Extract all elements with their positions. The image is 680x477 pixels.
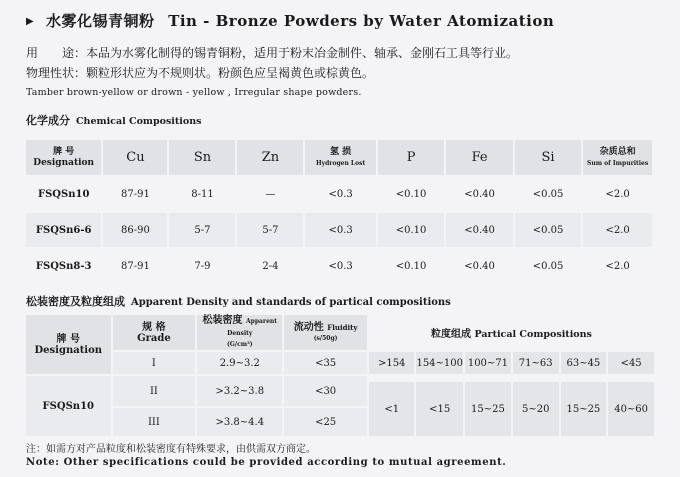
- col-density-cn: 松装密度: [202, 315, 243, 326]
- col-impurities-en: Sum of Impurities: [587, 159, 649, 167]
- density-designation: [26, 376, 111, 436]
- table-row: [26, 213, 652, 247]
- title-cn: 水雾化锡青铜粉: [45, 12, 155, 30]
- spacer-row: [26, 376, 654, 380]
- cell-fe: <0.40: [464, 188, 495, 200]
- cell-si: <0.05: [532, 188, 564, 200]
- col-grade-cn: 规 格: [142, 321, 166, 333]
- cell-fluidity: <25: [284, 408, 367, 436]
- cell-impurities: <2.0: [605, 260, 630, 272]
- col-designation-cn: 牌 号: [53, 146, 75, 157]
- cell-si: <0.05: [515, 213, 582, 247]
- col-si: Si: [515, 140, 582, 175]
- density-header-row: [26, 315, 654, 350]
- density-heading: [26, 293, 451, 309]
- note-en: Note: Other specifications could be provided according to mutual agreement.: [26, 457, 507, 468]
- cell-si: <0.05: [532, 260, 564, 272]
- col-hydrogen-cn: 氢 损: [330, 146, 352, 157]
- bullet-arrow-icon: ▶: [26, 16, 35, 27]
- cell-density: >3.2~3.8: [197, 376, 282, 406]
- fraction-value: 5~20: [513, 382, 559, 436]
- cell-density: 2.9~3.2: [197, 352, 282, 374]
- sieve-label: 154~100: [416, 352, 463, 374]
- intro-english: Tamber brown-yellow or drown - yellow , Irregular shape powders.: [26, 87, 362, 98]
- chemical-heading: [26, 112, 202, 128]
- cell-hydrogen: <0.3: [305, 213, 375, 247]
- col-partical-cn: 粒度组成: [431, 329, 472, 340]
- col-grade-en: Grade: [137, 332, 171, 344]
- col-hydrogen-en: Hydrogen Lost: [315, 159, 366, 167]
- density-heading-cn: 松装密度及粒度组成: [26, 295, 125, 308]
- sieve-label: <45: [608, 352, 654, 374]
- col-grade: [113, 315, 196, 350]
- col-zn: Zn: [237, 140, 303, 175]
- row-grade: FSQSn10: [37, 188, 90, 200]
- col-fluidity-en: Fluidity: [327, 322, 358, 332]
- cell-impurities: <2.0: [605, 188, 630, 200]
- fraction-value: 15~25: [465, 382, 511, 436]
- cell-p: <0.10: [395, 188, 427, 200]
- density-designation-label: FSQSn10: [42, 400, 94, 412]
- table-row: [26, 249, 652, 283]
- col-cu: Cu: [103, 140, 167, 175]
- col-fluidity: [284, 315, 367, 350]
- col-designation-en: Designation: [34, 344, 103, 356]
- col-hydrogen: [305, 140, 375, 175]
- col-impurities: [583, 140, 652, 175]
- col-density-en: Apparent Density: [227, 318, 278, 337]
- col-fe: Fe: [446, 140, 513, 175]
- cell-sn: 5-7: [169, 213, 235, 247]
- cell-cu: 87-91: [121, 260, 150, 272]
- cell-zn: 5-7: [237, 213, 303, 247]
- cell-zn: 2-4: [262, 260, 279, 272]
- note-cn: 注：如需方对产品粒度和松装密度有特殊要求，由供需双方商定。: [26, 444, 316, 455]
- cell-sn: 8-11: [191, 188, 214, 200]
- fraction-value: <1: [369, 382, 415, 436]
- cell-p: <0.10: [378, 213, 445, 247]
- density-table: [24, 313, 656, 438]
- cell-impurities: <2.0: [583, 213, 652, 247]
- col-fluidity-cn: 流动性: [293, 321, 324, 333]
- spacer: [369, 376, 654, 380]
- intro-use: 用 途：本品为水雾化制得的锡青铜粉，适用于粉末冶金制件、轴承、金刚石工具等行业。: [26, 46, 519, 60]
- intro-physical: 物理性状：颗粒形状应为不规则状。粉颜色应呈褐黄色或棕黄色。: [26, 66, 375, 80]
- row-grade: FSQSn6-6: [26, 213, 101, 247]
- cell-fe: <0.40: [464, 260, 495, 272]
- sieve-label: 71~63: [513, 352, 559, 374]
- col-p: P: [378, 140, 445, 175]
- col-density: [197, 315, 282, 350]
- cell-sn: 7-9: [194, 260, 211, 272]
- cell-hydrogen: <0.3: [328, 260, 353, 272]
- cell-cu: 86-90: [103, 213, 167, 247]
- cell-hydrogen: <0.3: [328, 188, 353, 200]
- cell-cu: 87-91: [121, 188, 150, 200]
- col-partical-en: Partical Compositions: [474, 329, 592, 340]
- table-row: [26, 177, 652, 211]
- col-designation: [26, 140, 101, 175]
- cell-p: <0.10: [395, 260, 427, 272]
- fraction-value: 15~25: [561, 382, 607, 436]
- fraction-value: 40~60: [608, 382, 654, 436]
- cell-fluidity: <35: [284, 352, 367, 374]
- cell-zn: —: [265, 188, 276, 200]
- col-impurities-cn: 杂质总和: [599, 146, 636, 157]
- col-density-unit: (G/cm³): [226, 341, 253, 348]
- sieve-label: 63~45: [561, 352, 607, 374]
- cell-density: >3.8~4.4: [197, 408, 282, 436]
- page-title: [26, 10, 554, 31]
- col-designation: [26, 315, 111, 374]
- chemical-heading-en: Chemical Compositions: [76, 116, 202, 127]
- sieve-label: 100~71: [465, 352, 511, 374]
- fraction-value: <15: [416, 382, 463, 436]
- col-fluidity-unit: (s/50g): [313, 334, 338, 342]
- chemical-heading-cn: 化学成分: [26, 114, 70, 127]
- title-en: Tin - Bronze Powders by Water Atomization: [168, 12, 555, 30]
- cell-fluidity: <30: [284, 376, 367, 406]
- cell-fe: <0.40: [446, 213, 513, 247]
- col-partical: [369, 315, 654, 350]
- sieve-label: >154: [369, 352, 415, 374]
- chemical-table: [24, 138, 654, 285]
- chemical-header-row: [26, 140, 652, 175]
- table-row: [26, 352, 654, 374]
- density-heading-en: Apparent Density and standards of partical compositions: [131, 297, 451, 308]
- row-grade: FSQSn8-3: [35, 260, 92, 272]
- col-designation-en: Designation: [33, 157, 95, 168]
- cell-grade: III: [113, 408, 196, 436]
- cell-grade: II: [113, 376, 196, 406]
- col-sn: Sn: [169, 140, 235, 175]
- cell-grade: I: [113, 352, 196, 374]
- col-designation-cn: 牌 号: [56, 333, 81, 345]
